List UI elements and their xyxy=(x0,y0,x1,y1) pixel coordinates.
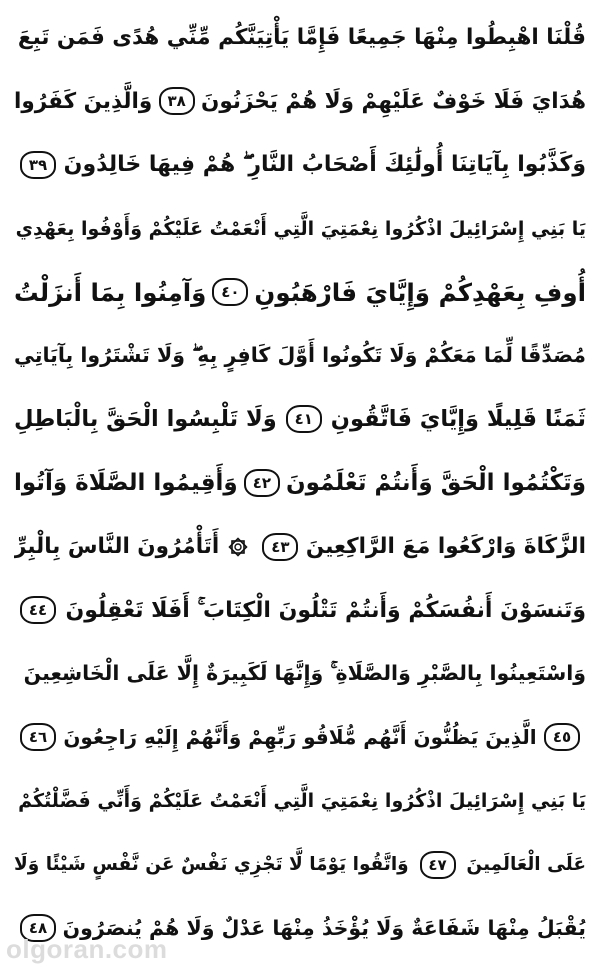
verse-text: قُلْنَا اهْبِطُوا مِنْهَا جَمِيعًا فَإِمَّا يَأْتِيَنَّكُم مِّنِّي هُدًى فَمَن تَبِعَ xyxy=(17,25,586,51)
verse-line xyxy=(14,6,586,70)
verse-text: وَآمِنُوا بِمَا أَنزَلْتُ xyxy=(14,277,207,307)
ayah-number-marker: ٣٩ xyxy=(20,151,56,179)
ayah-number-marker: ٤٢ xyxy=(244,469,280,497)
verse-text: يُقْبَلُ مِنْهَا شَفَاعَةٌ وَلَا يُؤْخَذُ مِنْهَا عَدْلٌ وَلَا هُمْ يُنصَرُونَ xyxy=(62,916,586,941)
verse-line xyxy=(14,515,586,579)
verse-text: وَأَقِيمُوا الصَّلَاةَ وَآتُوا xyxy=(14,469,238,496)
ayah-number-marker: ٤١ xyxy=(286,405,322,433)
verse-line xyxy=(14,833,586,897)
verse-text: وَالَّذِينَ كَفَرُوا xyxy=(14,88,153,114)
verse-line xyxy=(14,324,586,388)
mushaf-page xyxy=(14,6,586,961)
site-watermark: olgoran.com xyxy=(6,934,168,964)
verse-text: ثَمَنًا قَلِيلًا وَإِيَّايَ فَاتَّقُونِ xyxy=(330,406,586,433)
verse-text: عَلَى الْعَالَمِينَ xyxy=(466,854,586,876)
verse-text: مُصَدِّقًا لِّمَا مَعَكُمْ وَلَا تَكُونُوا أَوَّلَ كَافِرٍ بِهِ ۖ وَلَا تَشْتَرُوا بِآيَاتِي xyxy=(14,343,586,368)
rub-el-hizb-icon xyxy=(227,536,249,558)
verse-text: هُدَايَ فَلَا خَوْفٌ عَلَيْهِمْ وَلَا هُمْ يَحْزَنُونَ xyxy=(201,88,586,114)
verse-text: يَا بَنِي إِسْرَائِيلَ اذْكُرُوا نِعْمَتِيَ الَّتِي أَنْعَمْتُ عَلَيْكُمْ وَأَوْفُوا بِعَهْدِي xyxy=(15,217,586,240)
verse-text: الَّذِينَ يَظُنُّونَ أَنَّهُم مُّلَاقُو رَبِّهِمْ وَأَنَّهُمْ إِلَيْهِ رَاجِعُونَ xyxy=(63,725,537,750)
verse-line xyxy=(14,260,586,324)
verse-line xyxy=(14,706,586,770)
ayah-number-marker: ٤٦ xyxy=(20,723,56,751)
ayah-number-marker: ٤٠ xyxy=(212,278,248,306)
ayah-number-marker: ٣٨ xyxy=(159,87,195,115)
verse-line xyxy=(14,133,586,197)
verse-text: وَاسْتَعِينُوا بِالصَّبْرِ وَالصَّلَاةِ ۚ وَإِنَّهَا لَكَبِيرَةٌ إِلَّا عَلَى الْخَاشِعِينَ xyxy=(23,661,586,686)
verse-text: الزَّكَاةَ وَارْكَعُوا مَعَ الرَّاكِعِينَ xyxy=(305,534,586,560)
verse-line xyxy=(14,388,586,452)
verse-text: وَتَنسَوْنَ أَنفُسَكُمْ وَأَنتُمْ تَتْلُونَ الْكِتَابَ ۚ أَفَلَا تَعْقِلُونَ xyxy=(65,597,586,623)
verse-text: وَاتَّقُوا يَوْمًا لَّا تَجْزِي نَفْسٌ عَن نَّفْسٍ شَيْئًا وَلَا xyxy=(14,854,409,876)
verse-text: أُوفِ بِعَهْدِكُمْ وَإِيَّايَ فَارْهَبُونِ xyxy=(254,277,586,307)
ayah-number-marker: ٤٨ xyxy=(20,914,56,942)
ayah-number-marker: ٤٥ xyxy=(544,723,580,751)
verse-text: يَا بَنِي إِسْرَائِيلَ اذْكُرُوا نِعْمَتِيَ الَّتِي أَنْعَمْتُ عَلَيْكُمْ وَأَنِّي فَضَّلْتُكُمْ xyxy=(18,789,586,812)
ayah-number-marker: ٤٧ xyxy=(420,851,456,879)
verse-text: أَتَأْمُرُونَ النَّاسَ بِالْبِرِّ xyxy=(14,534,220,560)
verse-line xyxy=(14,197,586,261)
verse-text: وَكَذَّبُوا بِآيَاتِنَا أُولَٰئِكَ أَصْحَابُ النَّارِ ۖ هُمْ فِيهَا خَالِدُونَ xyxy=(63,152,586,178)
verse-text: وَتَكْتُمُوا الْحَقَّ وَأَنتُمْ تَعْلَمُونَ xyxy=(286,469,586,496)
verse-line xyxy=(14,451,586,515)
verse-line xyxy=(14,70,586,134)
ayah-number-marker: ٤٣ xyxy=(262,533,298,561)
verse-line xyxy=(14,769,586,833)
verse-line xyxy=(14,642,586,706)
verse-text: وَلَا تَلْبِسُوا الْحَقَّ بِالْبَاطِلِ xyxy=(14,406,277,433)
verse-line xyxy=(14,578,586,642)
ayah-number-marker: ٤٤ xyxy=(20,596,56,624)
